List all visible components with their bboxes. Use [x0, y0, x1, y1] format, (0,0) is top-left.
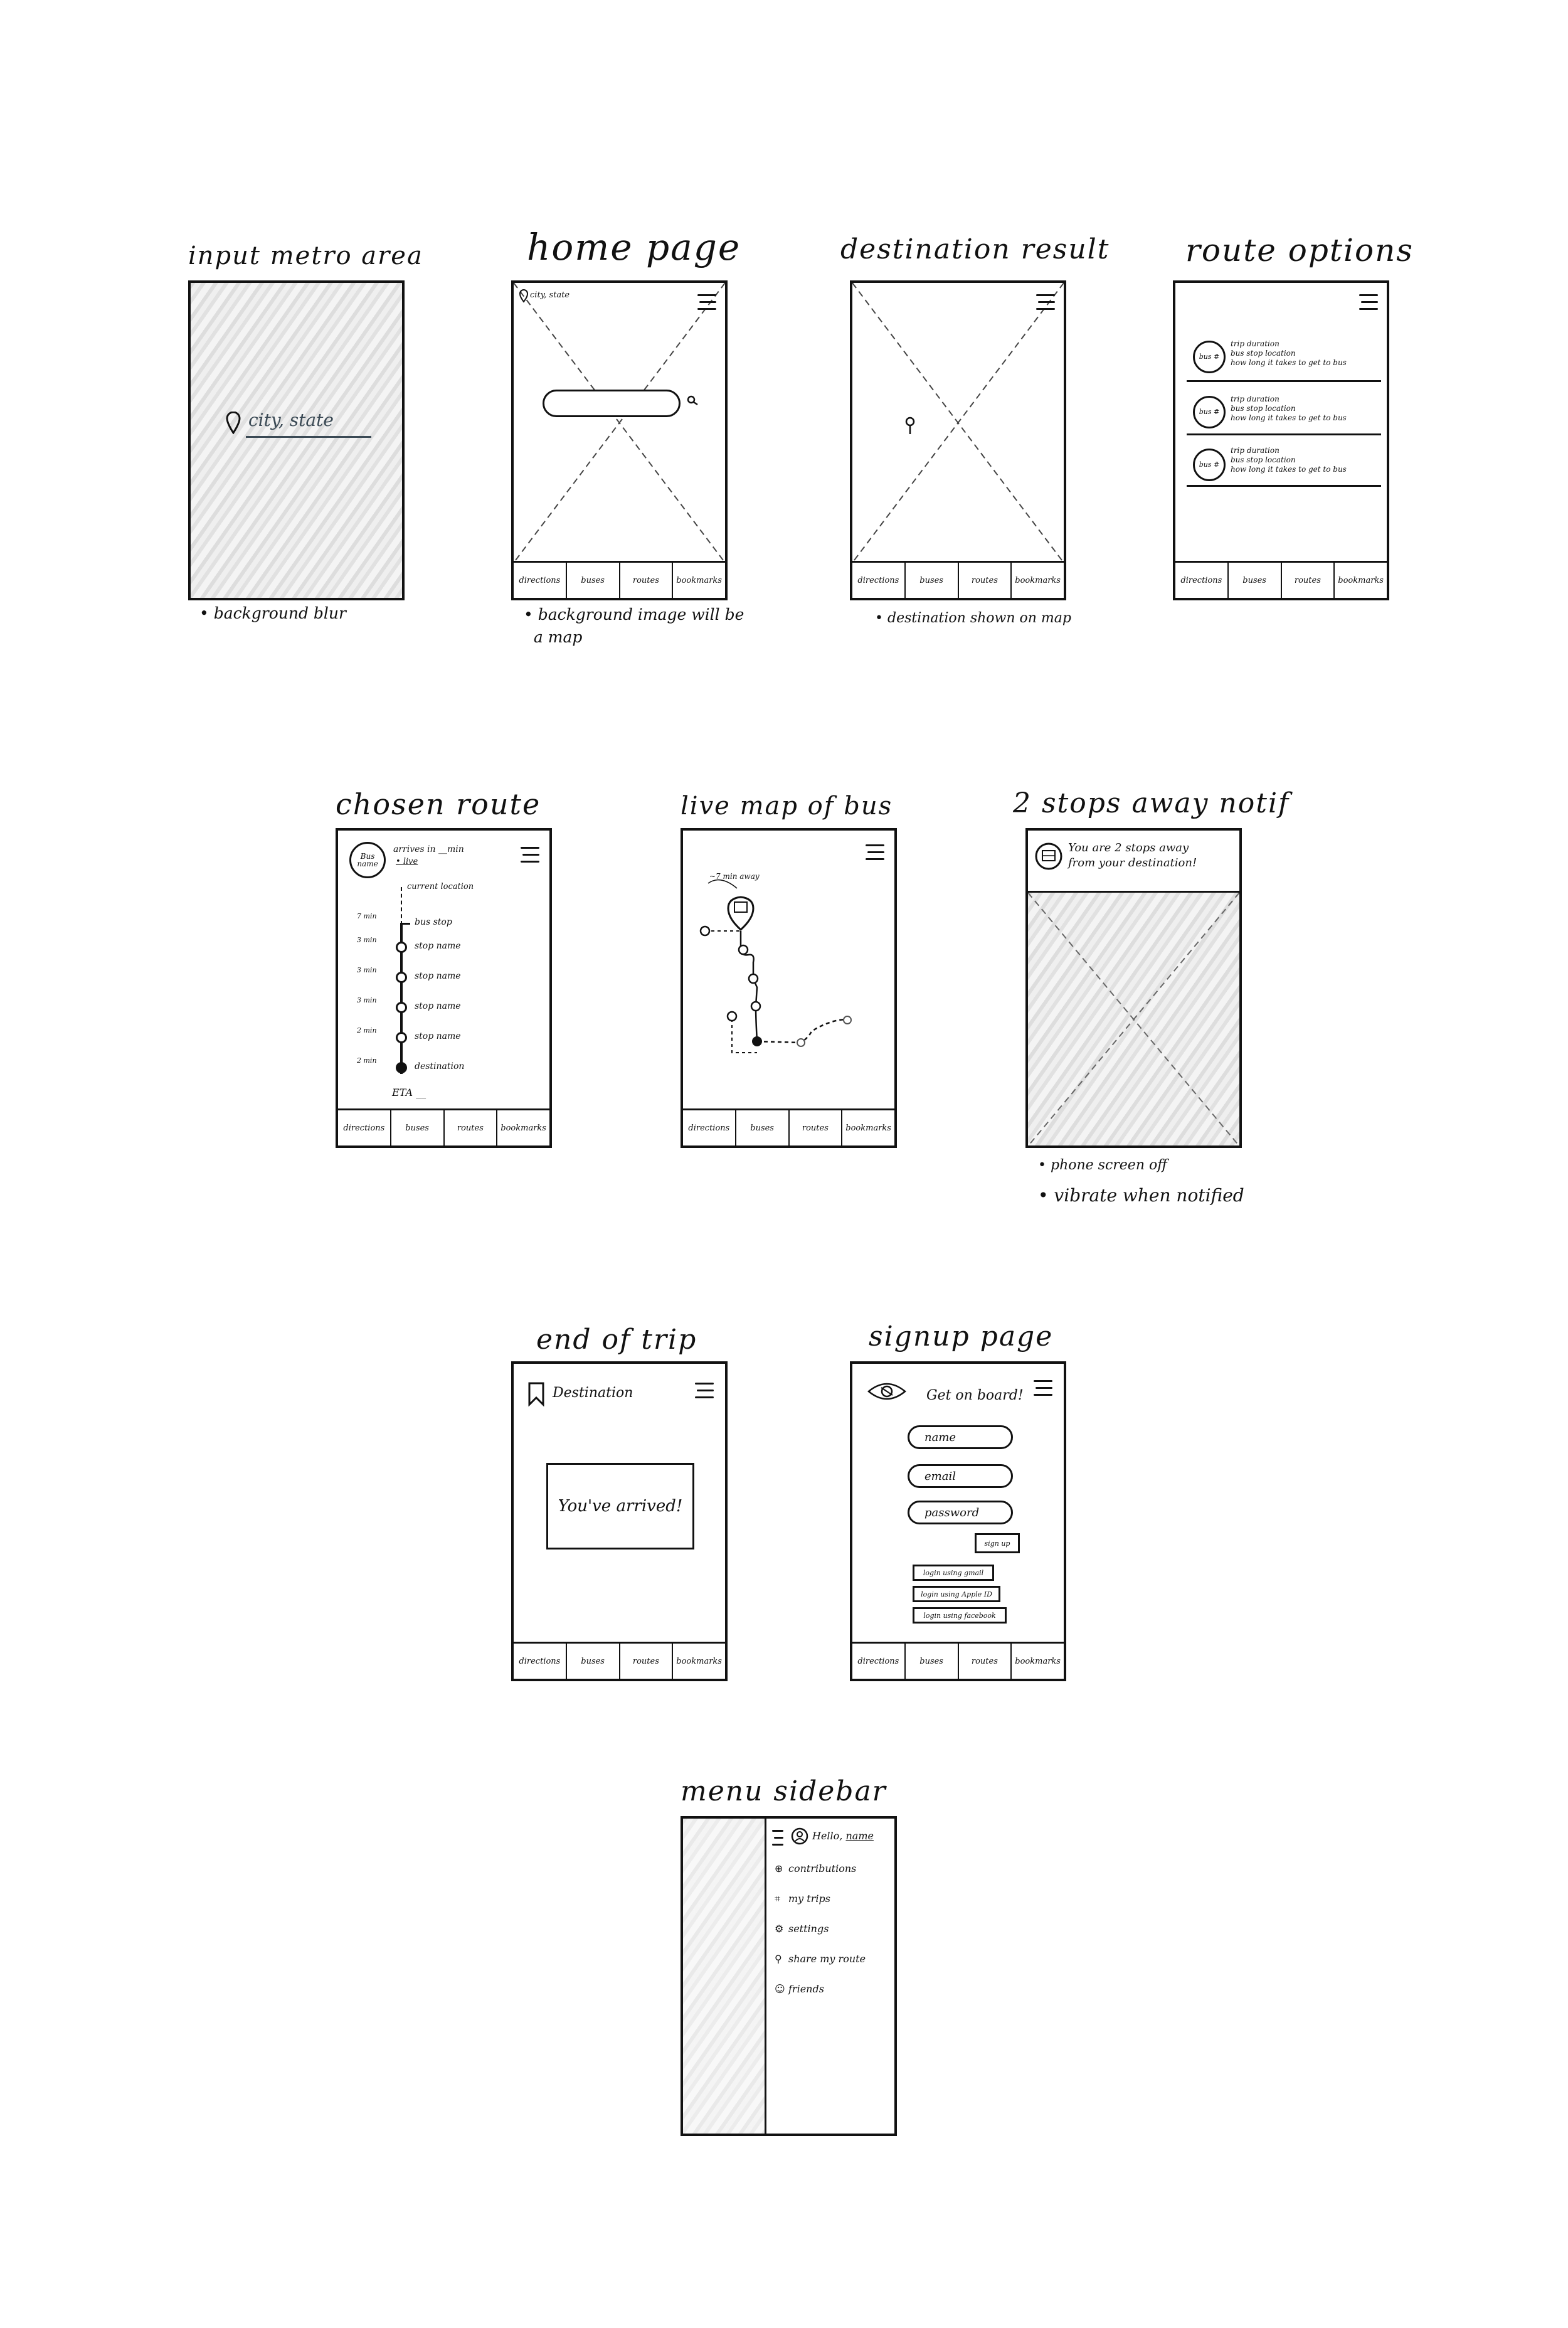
bottom-tab-bar	[852, 1642, 1064, 1679]
location-pin-icon	[225, 412, 241, 434]
tab-buses[interactable]: buses	[904, 563, 958, 598]
tab-buses[interactable]: buses	[566, 1644, 619, 1679]
arrival-time: arrives in __min	[393, 844, 464, 854]
tab-buses[interactable]: buses	[566, 563, 619, 598]
bottom-tab-bar	[683, 1108, 894, 1145]
stop-name: stop name	[415, 1031, 461, 1041]
tab-directions[interactable]: directions	[343, 1123, 385, 1133]
notification-banner[interactable]	[1028, 831, 1239, 893]
bus-number-badge: bus #	[1193, 396, 1226, 428]
tab-buses[interactable]: buses	[390, 1110, 443, 1145]
screen-title-route-options: route options	[1185, 232, 1414, 268]
signup-header: Get on board!	[926, 1388, 1024, 1403]
divider	[1187, 433, 1381, 435]
bottom-tab-bar	[514, 1642, 725, 1679]
stop-time: 2 min	[357, 1056, 377, 1065]
tab-bookmarks[interactable]: bookmarks	[1333, 563, 1387, 598]
route-dashed-line	[401, 887, 402, 925]
bottom-tab-bar	[852, 561, 1064, 598]
map-placeholder	[1028, 893, 1239, 1146]
note-background-map: • background image will be a map	[524, 605, 744, 646]
tab-buses[interactable]: buses	[735, 1110, 788, 1145]
map-placeholder	[852, 283, 1064, 563]
route-option-details: trip duration bus stop location how long it takes to get to bus	[1231, 395, 1347, 422]
tab-bookmarks[interactable]: bookmarks	[1010, 563, 1064, 598]
tab-bookmarks[interactable]: bookmarks	[1010, 1644, 1064, 1679]
arrived-message: You've arrived!	[558, 1497, 683, 1516]
password-field[interactable]: password	[908, 1501, 1013, 1524]
tab-routes[interactable]: routes	[619, 1644, 672, 1679]
note-background-blur: • background blur	[199, 604, 346, 622]
screen-title-chosen-route: chosen route	[336, 787, 541, 821]
stop-circle	[396, 1032, 407, 1043]
bus-icon	[1034, 842, 1063, 871]
screen-title-home: home page	[527, 226, 741, 268]
stop-tick	[400, 923, 410, 925]
route-option-details: trip duration bus stop location how long it takes to get to bus	[1231, 446, 1347, 474]
friends-icon: ☺	[775, 1983, 785, 1995]
tab-bookmarks[interactable]: bookmarks	[672, 1644, 725, 1679]
tab-routes[interactable]: routes	[788, 1110, 842, 1145]
eta-label: ETA __	[392, 1087, 426, 1098]
menu-icon[interactable]	[697, 292, 716, 313]
bus-away-label: ~7 min away	[709, 872, 760, 881]
stop-circle	[396, 942, 407, 953]
stop-time: 7 min	[357, 912, 377, 920]
map-icon: ⌗	[775, 1893, 781, 1905]
tab-directions[interactable]: directions	[857, 1656, 899, 1666]
tab-routes[interactable]: routes	[619, 563, 672, 598]
divider	[1187, 485, 1381, 487]
search-icon[interactable]	[686, 395, 699, 407]
screen-notif	[1025, 828, 1242, 1148]
screen-route-options	[1173, 280, 1389, 600]
menu-icon[interactable]	[1359, 292, 1378, 313]
screen-title-signup: signup page	[869, 1321, 1054, 1353]
login-apple-button[interactable]: login using Apple ID	[913, 1586, 1000, 1602]
screen-title-menu-sidebar: menu sidebar	[681, 1775, 887, 1807]
tab-routes[interactable]: routes	[443, 1110, 497, 1145]
tab-routes[interactable]: routes	[958, 1644, 1011, 1679]
menu-icon[interactable]	[772, 1827, 783, 1844]
screen-title-input-metro: input metro area	[188, 242, 423, 270]
screen-end-trip	[511, 1361, 728, 1681]
note-phone-screen-off: • phone screen off	[1038, 1157, 1167, 1173]
tab-directions[interactable]: directions	[519, 1656, 561, 1666]
stop-name: destination	[415, 1061, 465, 1071]
location-label[interactable]: city, state	[530, 290, 570, 300]
greeting: Hello, name	[812, 1830, 874, 1842]
plus-circle-icon: ⊕	[775, 1863, 783, 1874]
sidebar-divider	[765, 1819, 766, 2134]
login-facebook-button[interactable]: login using facebook	[913, 1607, 1007, 1624]
stop-circle	[396, 1002, 407, 1013]
bus-number-badge: bus #	[1193, 341, 1226, 373]
city-state-input[interactable]: city, state	[248, 410, 334, 430]
screen-title-live-map: live map of bus	[681, 792, 893, 821]
screen-title-end-trip: end of trip	[536, 1324, 697, 1356]
email-field[interactable]: email	[908, 1464, 1013, 1488]
stop-circle	[396, 972, 407, 983]
stop-name: stop name	[415, 1001, 461, 1011]
tab-directions[interactable]: directions	[857, 575, 899, 585]
stop-name: stop name	[415, 941, 461, 951]
login-gmail-button[interactable]: login using gmail	[913, 1565, 994, 1581]
stop-time: 3 min	[357, 966, 377, 974]
sidebar-item-label: contributions	[788, 1863, 857, 1874]
logo-icon	[865, 1378, 909, 1405]
bottom-tab-bar	[1175, 561, 1387, 598]
sidebar-item-label: share my route	[788, 1953, 866, 1965]
dimmed-background	[683, 1819, 765, 2134]
screen-title-destination: destination result	[840, 233, 1110, 265]
input-underline	[246, 436, 371, 438]
stop-name: bus stop	[415, 917, 452, 927]
notification-message: You are 2 stops away from your destination!	[1068, 841, 1197, 869]
route-option-details: trip duration bus stop location how long it takes to get to bus	[1231, 339, 1347, 367]
note-destination-shown: • destination shown on map	[875, 610, 1071, 626]
screen-signup	[850, 1361, 1066, 1681]
bus-route-map	[683, 831, 894, 1110]
tab-bookmarks[interactable]: bookmarks	[496, 1110, 549, 1145]
tab-routes[interactable]: routes	[958, 563, 1011, 598]
screen-menu-sidebar	[681, 1816, 897, 2136]
background-blur	[191, 283, 402, 598]
screen-home	[511, 280, 728, 600]
tab-directions[interactable]: directions	[1180, 575, 1222, 585]
menu-icon[interactable]	[521, 844, 539, 866]
note-vibrate: • vibrate when notified	[1038, 1185, 1244, 1206]
sidebar-item-label: my trips	[788, 1893, 830, 1905]
tab-directions[interactable]: directions	[519, 575, 561, 585]
destination-header: Destination	[553, 1385, 633, 1401]
screen-chosen-route	[336, 828, 552, 1148]
sidebar-item-label: friends	[788, 1983, 824, 1995]
screen-destination	[850, 280, 1066, 600]
search-bar[interactable]	[543, 390, 681, 417]
menu-icon[interactable]	[1034, 1378, 1052, 1399]
menu-icon[interactable]	[695, 1380, 714, 1401]
stop-time: 2 min	[357, 1026, 377, 1034]
destination-pin-icon	[904, 416, 916, 436]
map-placeholder	[514, 283, 725, 563]
location-pin-icon	[519, 289, 529, 303]
stop-time: 3 min	[357, 996, 377, 1004]
stop-name: stop name	[415, 971, 461, 981]
bottom-tab-bar	[514, 561, 725, 598]
menu-icon[interactable]	[1036, 292, 1055, 313]
stop-circle	[396, 1062, 407, 1073]
tab-buses[interactable]: buses	[1227, 563, 1281, 598]
tab-directions[interactable]: directions	[688, 1123, 730, 1133]
stop-time: 3 min	[357, 936, 377, 944]
tab-buses[interactable]: buses	[904, 1644, 958, 1679]
live-indicator: • live	[396, 857, 418, 866]
bus-number-badge: bus #	[1193, 449, 1226, 481]
tab-bookmarks[interactable]: bookmarks	[672, 563, 725, 598]
arrived-card	[546, 1463, 694, 1549]
name-field[interactable]: name	[908, 1425, 1013, 1449]
sidebar-item-label: settings	[788, 1923, 829, 1935]
signup-button[interactable]: sign up	[975, 1533, 1020, 1553]
bottom-tab-bar	[338, 1108, 549, 1145]
divider	[1187, 380, 1381, 382]
screen-input-metro	[188, 280, 405, 600]
screen-title-notif: 2 stops away notif	[1013, 787, 1290, 819]
gear-icon: ⚙	[775, 1923, 784, 1935]
screen-live-map	[681, 828, 897, 1148]
bus-name-badge: Bus name	[349, 842, 386, 878]
avatar-icon	[791, 1827, 808, 1845]
tab-bookmarks[interactable]: bookmarks	[841, 1110, 894, 1145]
tab-routes[interactable]: routes	[1281, 563, 1334, 598]
bookmark-icon[interactable]	[527, 1381, 545, 1406]
current-location-label: current location	[407, 882, 474, 891]
share-icon: ⚲	[775, 1953, 782, 1965]
